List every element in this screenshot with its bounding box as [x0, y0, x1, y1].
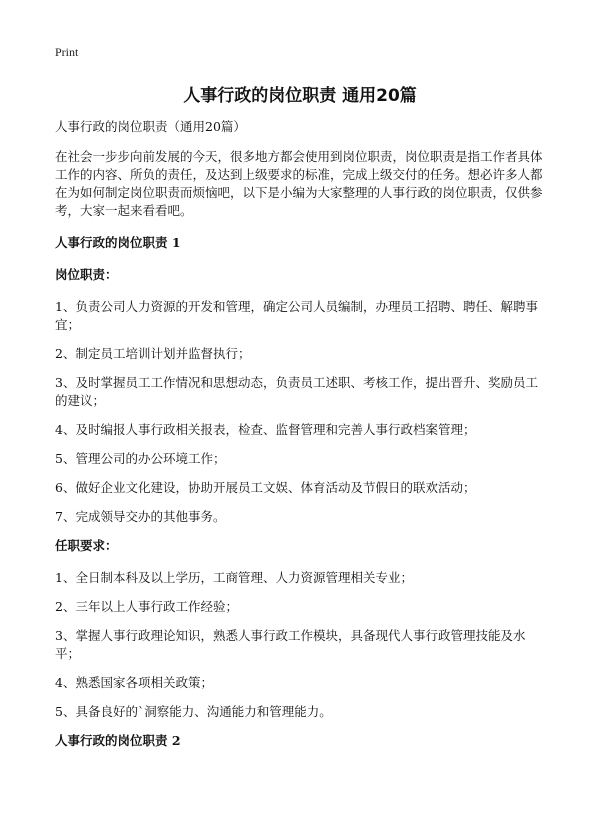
section-1-title: 人事行政的岗位职责 1	[55, 235, 181, 250]
duty-item: 3、及时掌握员工工作情况和思想动态，负责员工述职、考核工作，提出晋升、奖励员工的建议；	[55, 375, 538, 408]
intro-paragraph: 在社会一步步向前发展的今天，很多地方都会使用到岗位职责，岗位职责是指工作者具体工作的内容、所负的责任，及达到上级要求的标准，完成上级交付的任务。想必许多人都在为如何制定岗位职责而烦恼吧，以下是小编为大家整理的人事行政的岗位职责，仅供参考，大家一起来看看吧。	[55, 149, 543, 218]
requirement-item: 4、熟悉国家各项相关政策；	[55, 675, 213, 690]
duty-item: 5、管理公司的办公环境工作；	[55, 451, 226, 466]
document-body	[55, 118, 550, 764]
section-2-title: 人事行政的岗位职责 2	[55, 733, 181, 748]
requirement-item: 1、全日制本科及以上学历，工商管理、人力资源管理相关专业；	[55, 570, 413, 585]
duty-item: 1、负责公司人力资源的开发和管理，确定公司人员编制，办理员工招聘、聘任、解聘事宜；	[55, 299, 538, 332]
duty-item: 6、做好企业文化建设，协助开展员工文娱、体育活动及节假日的联欢活动；	[55, 480, 476, 495]
print-link[interactable]: Print	[55, 45, 79, 59]
requirement-item: 2、三年以上人事行政工作经验；	[55, 599, 238, 614]
document-subtitle: 人事行政的岗位职责（通用20篇）	[55, 119, 246, 134]
requirement-item: 5、具备良好的`洞察能力、沟通能力和管理能力。	[55, 704, 332, 719]
duties-heading: 岗位职责：	[55, 267, 118, 282]
requirements-heading: 任职要求：	[55, 538, 118, 553]
duty-item: 4、及时编报人事行政相关报表，检查、监督管理和完善人事行政档案管理；	[55, 422, 476, 437]
duty-item: 2、制定员工培训计划并监督执行；	[55, 346, 251, 361]
page-title: 人事行政的岗位职责 通用20篇	[183, 86, 417, 106]
requirement-item: 3、掌握人事行政理论知识，熟悉人事行政工作模块，具备现代人事行政管理技能及水平；	[55, 628, 526, 661]
duty-item: 7、完成领导交办的其他事务。	[55, 509, 226, 524]
